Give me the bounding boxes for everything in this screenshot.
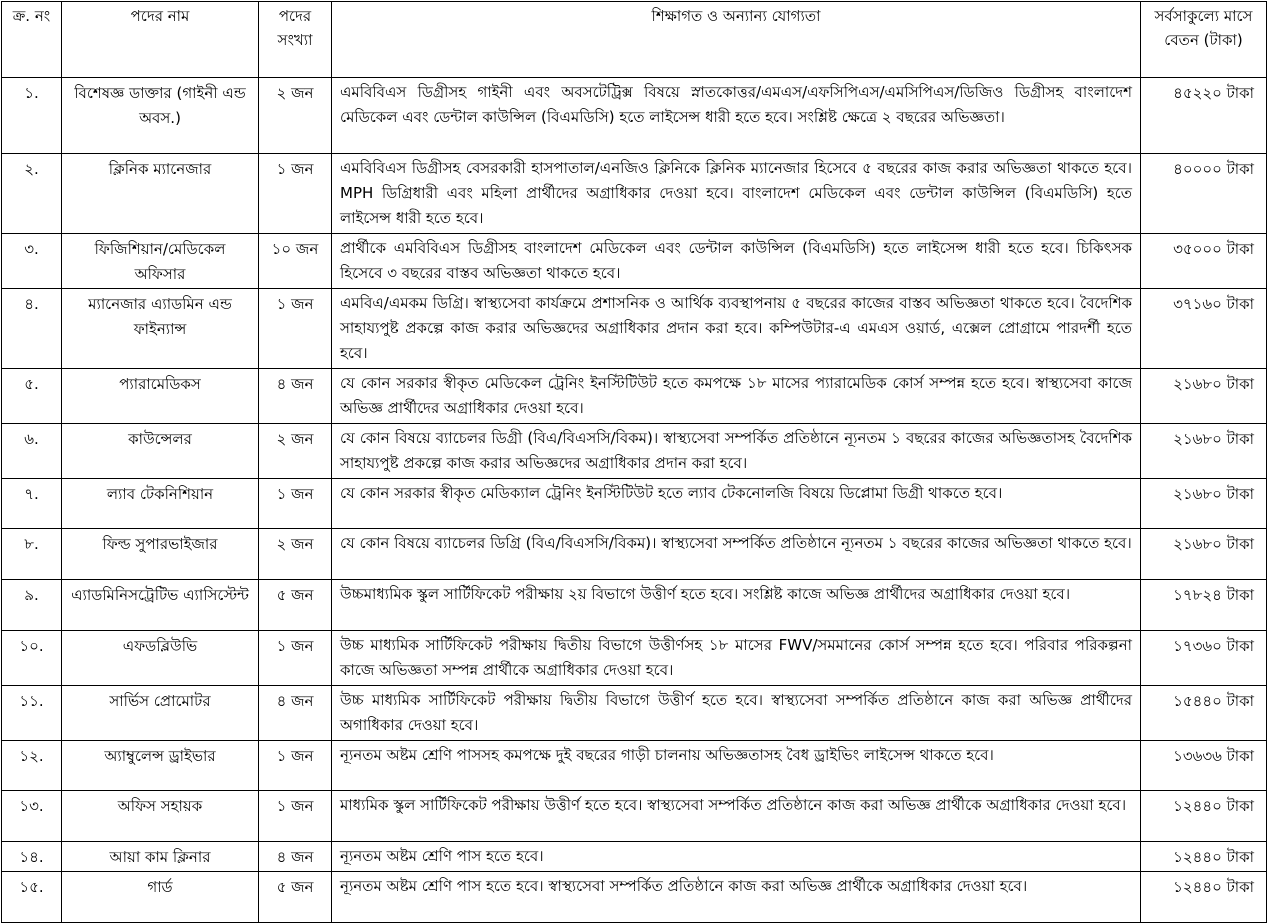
- post-name-cell: অফিস সহায়ক: [62, 791, 259, 842]
- post-count-cell: ২ জন: [259, 529, 332, 580]
- salary-cell: ১৫৪৪০ টাকা: [1141, 686, 1267, 741]
- serial-cell: ১১.: [2, 686, 62, 741]
- table-body: [2, 78, 1267, 923]
- salary-cell: ১৭৩৬০ টাকা: [1141, 631, 1267, 686]
- post-name-cell: ল্যাব টেকনিশিয়ান: [62, 479, 259, 529]
- table-row: [2, 479, 1267, 529]
- qualification-cell: এমবিবিএস ডিগ্রীসহ গাইনী এবং অবসটেট্রিক্স বিষয়ে স্নাতকোত্তর/এমএস/এফসিপিএস/এমসিপিএস/ডিজিও ডিগ্রীসহ বাংলাদেশ মেডিকেল এবং ডেন্টাল কাউন্সিল (বিএমডিসি) হতে লাইসেন্স ধারী হতে হবে। সংশ্লিষ্ট ক্ষেত্রে ২ বছরের অভিজ্ঞতা।: [332, 78, 1141, 154]
- header-post-name: পদের নাম: [62, 2, 259, 78]
- post-name-cell: গার্ড: [62, 872, 259, 923]
- post-count-cell: ১ জন: [259, 791, 332, 842]
- post-name-cell: অ্যাম্বুলেন্স ড্রাইভার: [62, 741, 259, 791]
- salary-cell: ২১৬৮০ টাকা: [1141, 479, 1267, 529]
- recruitment-table: [1, 1, 1267, 923]
- qualification-cell: যে কোন বিষয়ে ব্যাচেলর ডিগ্রী (বিএ/বিএসসি/বিকম)। স্বাস্থ্যসেবা সম্পর্কিত প্রতিষ্ঠানে ন্যূনতম ১ বছরের কাজের অভিজ্ঞতাসহ বৈদেশিক সাহায্যপুষ্ট প্রকল্পে কাজ করার অভিজ্ঞদের অগ্রাধিকার প্রদান করা হবে।: [332, 424, 1141, 479]
- post-count-cell: ১ জন: [259, 289, 332, 369]
- qualification-cell: যে কোন সরকার স্বীকৃত মেডিক্যাল ট্রেনিং ইনস্টিটিউট হতে ল্যাব টেকনোলজি বিষয়ে ডিপ্লোমা ডিগ্রী থাকতে হবে।: [332, 479, 1141, 529]
- salary-cell: ৪৫২২০ টাকা: [1141, 78, 1267, 154]
- qualification-cell: প্রার্থীকে এমবিবিএস ডিগ্রীসহ বাংলাদেশ মেডিকেল এবং ডেন্টাল কাউন্সিল (বিএমডিসি) হতে লাইসেন্স ধারী হতে হবে। চিকিৎসক হিসেবে ৩ বছরের বাস্তব অভিজ্ঞতা থাকতে হবে।: [332, 234, 1141, 289]
- salary-cell: ১৭৮২৪ টাকা: [1141, 580, 1267, 631]
- salary-cell: ১৩৬৩৬ টাকা: [1141, 741, 1267, 791]
- post-name-cell: ম্যানেজার এ্যাডমিন এন্ড ফাইন্যান্স: [62, 289, 259, 369]
- qualification-cell: যে কোন সরকার স্বীকৃত মেডিকেল ট্রেনিং ইনস্টিটিউট হতে কমপক্ষে ১৮ মাসের প্যারামেডিক কোর্স সম্পন্ন হতে হবে। স্বাস্থ্যসেবা কাজে অভিজ্ঞ প্রার্থীদের অগ্রাধিকার দেওয়া হবে।: [332, 369, 1141, 424]
- serial-cell: ১৫.: [2, 872, 62, 923]
- post-count-cell: ১ জন: [259, 741, 332, 791]
- serial-cell: ১৩.: [2, 791, 62, 842]
- post-name-cell: সার্ভিস প্রোমোটর: [62, 686, 259, 741]
- table-row: [2, 234, 1267, 289]
- post-name-cell: প্যারামেডিকস: [62, 369, 259, 424]
- table-row: [2, 529, 1267, 580]
- qualification-cell: যে কোন বিষয়ে ব্যাচেলর ডিগ্রি (বিএ/বিএসসি/বিকম)। স্বাস্থ্যসেবা সম্পর্কিত প্রতিষ্ঠানে ন্যূনতম ১ বছরের কাজের অভিজ্ঞতা থাকতে হবে।: [332, 529, 1141, 580]
- table-row: [2, 631, 1267, 686]
- qualification-cell: ন্যূনতম অষ্টম শ্রেণি পাস হতে হবে।: [332, 842, 1141, 872]
- post-name-cell: আয়া কাম ক্লিনার: [62, 842, 259, 872]
- header-qualification: শিক্ষাগত ও অন্যান্য যোগ্যতা: [332, 2, 1141, 78]
- salary-cell: ২১৬৮০ টাকা: [1141, 424, 1267, 479]
- post-count-cell: ৪ জন: [259, 842, 332, 872]
- serial-cell: ৩.: [2, 234, 62, 289]
- table-row: [2, 580, 1267, 631]
- header-serial: ক্র. নং: [2, 2, 62, 78]
- post-count-cell: ৫ জন: [259, 872, 332, 923]
- serial-cell: ৬.: [2, 424, 62, 479]
- post-name-cell: বিশেষজ্ঞ ডাক্তার (গাইনী এন্ড অবস.): [62, 78, 259, 154]
- table-row: [2, 78, 1267, 154]
- salary-cell: ৪০০০০ টাকা: [1141, 154, 1267, 234]
- serial-cell: ৪.: [2, 289, 62, 369]
- post-count-cell: ৪ জন: [259, 369, 332, 424]
- salary-cell: ১২৪৪০ টাকা: [1141, 791, 1267, 842]
- table-row: [2, 289, 1267, 369]
- post-name-cell: ফিল্ড সুপারভাইজার: [62, 529, 259, 580]
- qualification-cell: মাধ্যমিক স্কুল সার্টিফিকেট পরীক্ষায় উত্তীর্ণ হতে হবে। স্বাস্থ্যসেবা সম্পর্কিত প্রতিষ্ঠানে কাজ করা অভিজ্ঞ প্রার্থীকে অগ্রাধিকার দেওয়া হবে।: [332, 791, 1141, 842]
- serial-cell: ১.: [2, 78, 62, 154]
- table-row: [2, 842, 1267, 872]
- post-count-cell: ১০ জন: [259, 234, 332, 289]
- table-row: [2, 741, 1267, 791]
- serial-cell: ৯.: [2, 580, 62, 631]
- post-name-cell: ফিজিশিয়ান/মেডিকেল অফিসার: [62, 234, 259, 289]
- table-row: [2, 369, 1267, 424]
- serial-cell: ৭.: [2, 479, 62, 529]
- qualification-cell: ন্যূনতম অষ্টম শ্রেণি পাস হতে হবে। স্বাস্থ্যসেবা সম্পর্কিত প্রতিষ্ঠানে কাজ করা অভিজ্ঞ প্রার্থীকে অগ্রাধিকার দেওয়া হবে।: [332, 872, 1141, 923]
- post-count-cell: ১ জন: [259, 154, 332, 234]
- salary-cell: ২১৬৮০ টাকা: [1141, 369, 1267, 424]
- serial-cell: ১০.: [2, 631, 62, 686]
- post-count-cell: ৪ জন: [259, 686, 332, 741]
- post-count-cell: ২ জন: [259, 78, 332, 154]
- qualification-cell: এমবিএ/এমকম ডিগ্রি। স্বাস্থ্যসেবা কার্যক্রমে প্রশাসনিক ও আর্থিক ব্যবস্থাপনায় ৫ বছরের কাজের বাস্তব অভিজ্ঞতা থাকতে হবে। বৈদেশিক সাহায্যপুষ্ট প্রকল্পে কাজ করার অভিজ্ঞদের অগ্রাধিকার প্রদান করা হবে। কম্পিউটার-এ এমএস ওয়ার্ড, এক্সেল প্রোগ্রামে পারদর্শী হতে হবে।: [332, 289, 1141, 369]
- salary-cell: ২১৬৮০ টাকা: [1141, 529, 1267, 580]
- post-name-cell: কাউন্সেলর: [62, 424, 259, 479]
- qualification-cell: উচ্চ মাধ্যমিক সার্টিফিকেট পরীক্ষায় দ্বিতীয় বিভাগে উত্তীর্ণ হতে হবে। স্বাস্থ্যসেবা সম্পর্কিত প্রতিষ্ঠানে কাজ করা অভিজ্ঞ প্রার্থীদের অগাধিকার দেওয়া হবে।: [332, 686, 1141, 741]
- serial-cell: ৫.: [2, 369, 62, 424]
- post-name-cell: ক্লিনিক ম্যানেজার: [62, 154, 259, 234]
- serial-cell: ৮.: [2, 529, 62, 580]
- salary-cell: ৩৭১৬০ টাকা: [1141, 289, 1267, 369]
- qualification-cell: এমবিবিএস ডিগ্রীসহ বেসরকারী হাসপাতাল/এনজিও ক্লিনিকে ক্লিনিক ম্যানেজার হিসেবে ৫ বছরের কাজ করার অভিজ্ঞতা থাকতে হবে। MPH ডিগ্রিধারী এবং মহিলা প্রার্থীদের অগ্রাধিকার দেওয়া হবে। বাংলাদেশ মেডিকেল এবং ডেন্টাল কাউন্সিল (বিএমডিসি) হতে লাইসেন্স ধারী হতে হবে।: [332, 154, 1141, 234]
- post-name-cell: এফডব্লিউভি: [62, 631, 259, 686]
- serial-cell: ১৪.: [2, 842, 62, 872]
- qualification-cell: ন্যূনতম অষ্টম শ্রেণি পাসসহ কমপক্ষে দুই বছরের গাড়ী চালনায় অভিজ্ঞতাসহ বৈধ ড্রাইভিং লাইসেন্স থাকতে হবে।: [332, 741, 1141, 791]
- header-post-count: পদের সংখ্যা: [259, 2, 332, 78]
- table-header-row: [2, 2, 1267, 78]
- table-row: [2, 686, 1267, 741]
- serial-cell: ২.: [2, 154, 62, 234]
- table-row: [2, 424, 1267, 479]
- qualification-cell: উচ্চমাধ্যমিক স্কুল সার্টিফিকেট পরীক্ষায় ২য় বিভাগে উত্তীর্ণ হতে হবে। সংশ্লিষ্ট কাজে অভিজ্ঞ প্রার্থীদের অগ্রাধিকার দেওয়া হবে।: [332, 580, 1141, 631]
- salary-cell: ৩৫০০০ টাকা: [1141, 234, 1267, 289]
- post-name-cell: এ্যাডমিনিসট্রেটিভ এ্যাসিস্টেন্ট: [62, 580, 259, 631]
- salary-cell: ১২৪৪০ টাকা: [1141, 842, 1267, 872]
- post-count-cell: ১ জন: [259, 479, 332, 529]
- table-row: [2, 791, 1267, 842]
- qualification-cell: উচ্চ মাধ্যমিক সার্টিফিকেট পরীক্ষায় দ্বিতীয় বিভাগে উত্তীর্ণসহ ১৮ মাসের FWV/সমমানের কোর্স সম্পন্ন হতে হবে। পরিবার পরিকল্পনা কাজে অভিজ্ঞতা সম্পন্ন প্রার্থীকে অগ্রাধিকার দেওয়া হবে।: [332, 631, 1141, 686]
- post-count-cell: ১ জন: [259, 631, 332, 686]
- header-salary: সর্বসাকুল্যে মাসে বেতন (টাকা): [1141, 2, 1267, 78]
- post-count-cell: ৫ জন: [259, 580, 332, 631]
- post-count-cell: ২ জন: [259, 424, 332, 479]
- table-row: [2, 154, 1267, 234]
- serial-cell: ১২.: [2, 741, 62, 791]
- salary-cell: ১২৪৪০ টাকা: [1141, 872, 1267, 923]
